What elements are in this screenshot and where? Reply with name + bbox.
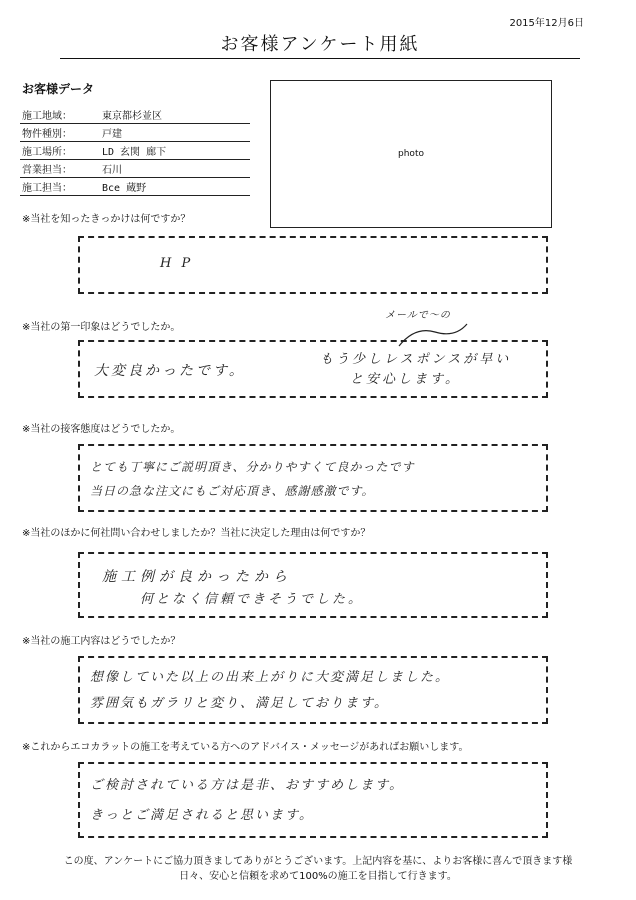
row-value: 戸建 [100,124,250,142]
answer-3-line-2: 当日の急な注文にもご対応頂き、感謝感激です。 [90,484,375,498]
row-label: 営業担当： [20,160,100,178]
question-3: ※当社の接客態度はどうでしたか。 [22,424,181,435]
photo-label: photo [398,149,424,159]
row-value: 石川 [100,160,250,178]
footer-line-1: この度、アンケートにご協力頂きましてありがとうございます。上記内容を基に、よりお客様に喜んで頂きます様 [63,856,573,867]
question-5: ※当社の施工内容はどうでしたか？ [22,636,181,647]
row-value: 東京都杉並区 [100,106,250,124]
footer-line-2: 日々、安心と信頼を求めて100%の施工を目指して行きます。 [179,871,457,882]
answer-5-line-2: 雰囲気もガラリと変り、満足しております。 [90,696,389,711]
answer-box-2 [78,340,548,398]
answer-2-line-3: と安心します。 [350,372,461,387]
page-title: お客様アンケート用紙 [60,30,580,59]
row-label: 施工地域： [20,106,100,124]
answer-4-line-2: 何となく信頼できそうでした。 [140,592,365,607]
answer-box-5 [78,656,548,724]
customer-data-row [20,106,250,124]
photo-placeholder [270,80,552,228]
survey-date: 2015年12月6日 [509,18,584,29]
answer-4-line-1: 施工例が良かったから [102,569,292,585]
question-4: ※当社のほかに何社問い合わせしましたか？当社に決定した理由は何ですか？ [22,528,371,539]
question-2: ※当社の第一印象はどうでしたか。 [22,322,181,333]
row-value: Bce 蔵野 [100,178,250,196]
answer-1-line-1: H P [160,256,194,271]
answer-box-6 [78,762,548,838]
answer-2-line-2: もう少しレスポンスが早い [320,352,512,367]
customer-data-row [20,124,250,142]
question-6: ※これからエコカラットの施工を考えている方へのアドバイス・メッセージがあればお願いします。 [22,742,469,753]
answer-2-line-1: 大変良かったです。 [94,363,246,379]
answer-6-line-1: ご検討されている方は是非、おすすめします。 [90,778,405,793]
answer-box-3 [78,444,548,512]
answer-6-line-2: きっとご満足されると思います。 [90,808,314,823]
customer-data-heading: お客様データ [22,82,95,96]
row-label: 物件種別： [20,124,100,142]
customer-data-row [20,160,250,178]
row-label: 施工担当： [20,178,100,196]
customer-data-row [20,178,250,196]
answer-box-1 [78,236,548,294]
customer-data-table [20,106,250,196]
row-value: LD 玄関 廊下 [100,142,250,160]
footer-message [0,854,636,884]
customer-data-row [20,142,250,160]
answer-5-line-1: 想像していた以上の出来上がりに大変満足しました。 [90,670,451,685]
answer-2-annotation: メールで〜の [385,310,451,321]
question-1: ※当社を知ったきっかけは何ですか？ [22,214,191,225]
answer-3-line-1: とても丁寧にご説明頂き、分かりやすくて良かったです [90,460,415,474]
row-label: 施工場所： [20,142,100,160]
answer-box-4 [78,552,548,618]
